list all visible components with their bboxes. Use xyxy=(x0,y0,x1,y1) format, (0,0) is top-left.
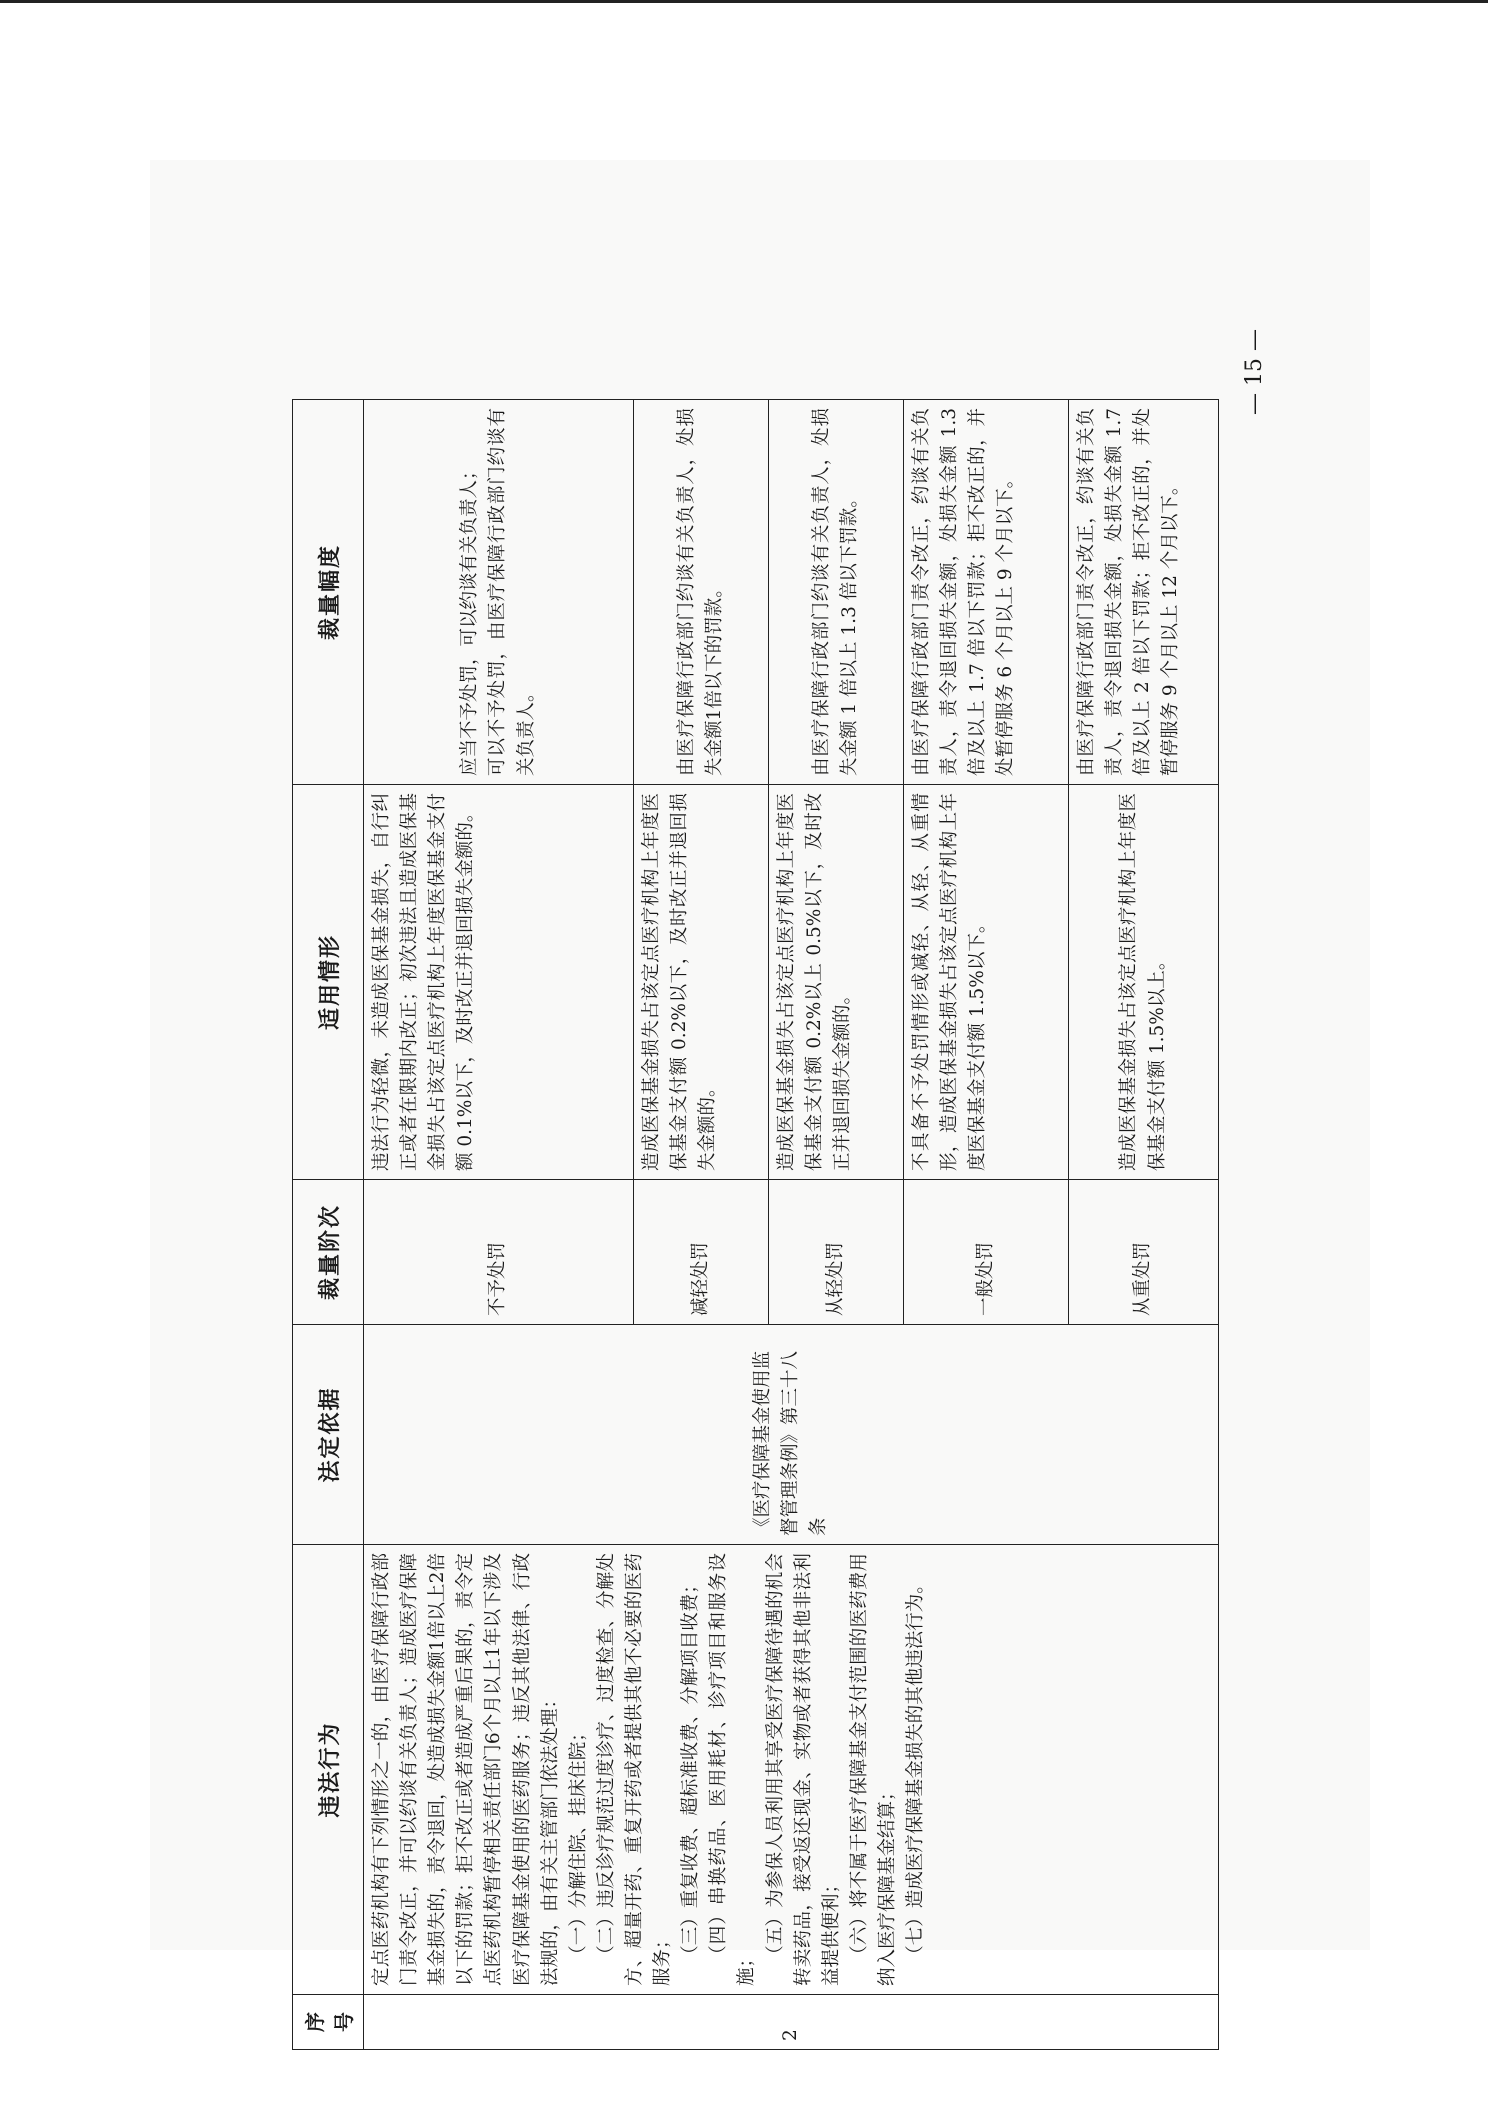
range-cell: 由医疗保障行政部门约谈有关负责人，处损失金额 1 倍以上 1.3 倍以下罚款。 xyxy=(769,400,904,785)
behavior-item: （六）将不属于医疗保障基金支付范围的医药费用纳入医疗保障基金结算； xyxy=(848,1553,898,1986)
rotated-table-container xyxy=(292,400,1207,2050)
situation-cell: 违法行为轻微，未造成医保基金损失，自行纠正或者在限期内改正；初次违法且造成医保基金损失占该定点医疗机构上年度医保基金支付额 0.1%以下，及时改正并退回损失金额的。 xyxy=(364,785,634,1180)
situation-cell: 造成医保基金损失占该定点医疗机构上年度医保基金支付额 1.5%以上。 xyxy=(1069,785,1219,1180)
header-situation: 适用情形 xyxy=(293,785,364,1180)
header-behavior: 违法行为 xyxy=(293,1545,364,1995)
header-seq: 序号 xyxy=(293,1995,364,2050)
level-cell: 从轻处罚 xyxy=(769,1180,904,1325)
situation-cell: 造成医保基金损失占该定点医疗机构上年度医保基金支付额 0.2%以下，及时改正并退回损失金额的。 xyxy=(634,785,769,1180)
behavior-item: （一）分解住院、挂床住院； xyxy=(567,1723,589,1964)
level-cell: 一般处罚 xyxy=(904,1180,1069,1325)
level-cell: 从重处罚 xyxy=(1069,1180,1219,1325)
header-range: 裁量幅度 xyxy=(293,400,364,785)
situation-cell: 不具备不予处罚情形或减轻、从轻、从重情形，造成医保基金损失占该定点医疗机构上年度医保基金支付额 1.5%以下。 xyxy=(904,785,1069,1180)
top-border-line xyxy=(0,0,1488,3)
page-number xyxy=(1190,375,1320,415)
behavior-item: （五）为参保人员利用其享受医疗保障待遇的机会转卖药品，接受返还现金、实物或者获得其他非法利益提供便利； xyxy=(764,1553,842,1986)
behavior-item: （三）重复收费、超标准收费、分解项目收费； xyxy=(680,1575,702,1964)
situation-cell: 造成医保基金损失占该定点医疗机构上年度医保基金支付额 0.2%以上 0.5%以下，及时改正并退回损失金额的。 xyxy=(769,785,904,1180)
table-header-row xyxy=(293,400,364,2050)
behavior-cell xyxy=(364,1545,1219,1995)
range-cell: 由医疗保障行政部门责令改正，约谈有关负责人，责令退回损失金额，处损失金额 1.7 倍及以上 2 倍以下罚款；拒不改正的，并处暂停服务 9 个月以上 12 个月以下。 xyxy=(1069,400,1219,785)
behavior-item: （四）串换药品、医用耗材、诊疗项目和服务设施； xyxy=(708,1553,758,1986)
table-row xyxy=(364,400,634,2050)
header-basis: 法定依据 xyxy=(293,1325,364,1545)
behavior-paragraph: 定点医药机构有下列情形之一的，由医疗保障行政部门责令改正，并可以约谈有关负责人；造成医疗保障基金损失的，责令退回，处造成损失金额1倍以上2倍以下的罚款；拒不改正或者造成严重后果的，责令定点医药机构暂停相关责任部门6个月以上1年以下涉及医疗保障基金使用的医药服务；违反其他法律、行政法规的，由有关主管部门依法处理： xyxy=(371,1553,561,1986)
level-cell: 减轻处罚 xyxy=(634,1180,769,1325)
level-cell: 不予处罚 xyxy=(364,1180,634,1325)
behavior-item: （七）造成医疗保障基金损失的其他违法行为。 xyxy=(905,1575,927,1964)
range-cell: 由医疗保障行政部门约谈有关负责人，处损失金额1倍以下的罚款。 xyxy=(634,400,769,785)
row-number: 2 xyxy=(364,1995,1219,2050)
header-level: 裁量阶次 xyxy=(293,1180,364,1325)
range-cell: 应当不予处罚，可以约谈有关负责人； 可以不予处罚，由医疗保障行政部门约谈有关负责人。 xyxy=(364,400,634,785)
discretion-table xyxy=(292,399,1219,2050)
range-cell: 由医疗保障行政部门责令改正，约谈有关负责人，责令退回损失金额，处损失金额 1.3 倍及以上 1.7 倍以下罚款；拒不改正的，并处暂停服务 6 个月以上 9 个月以下。 xyxy=(904,400,1069,785)
behavior-item: （二）违反诊疗规范过度诊疗、过度检查、分解处方、超量开药、重复开药或者提供其他不必要的医药服务； xyxy=(595,1553,674,1986)
legal-basis-cell: 《医疗保障基金使用监督管理条例》第三十八条 xyxy=(364,1325,1219,1545)
